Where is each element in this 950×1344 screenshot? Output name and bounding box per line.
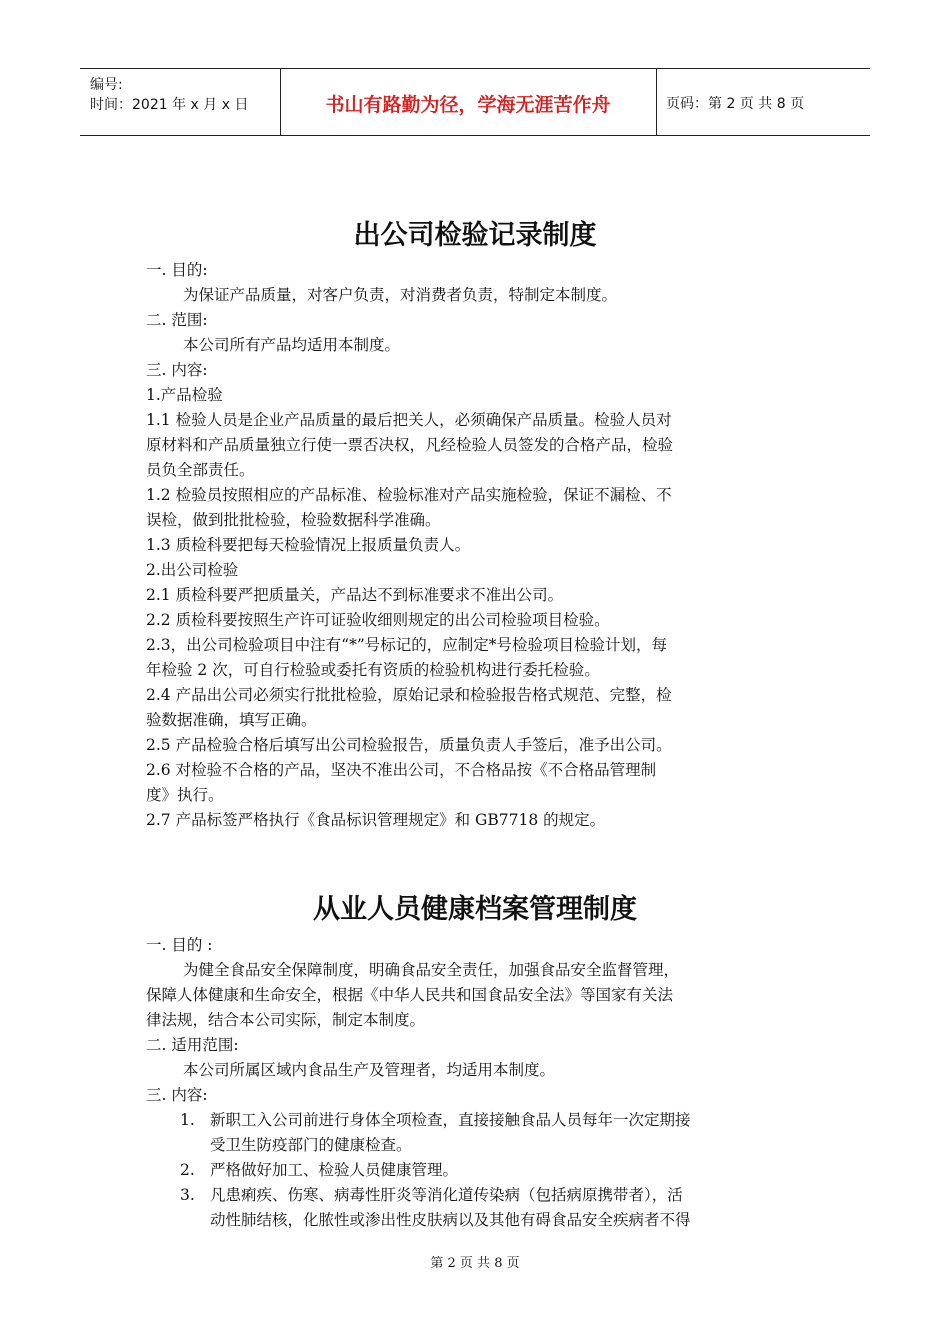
section2-line: 本公司所属区域内食品生产及管理者，均适用本制度。 [183, 1061, 556, 1079]
page-footer: 第 2 页 共 8 页 [430, 1256, 520, 1271]
section2-line: 二. 适用范围: [146, 1036, 239, 1054]
section1-line: 2.4 产品出公司必须实行批批检验，原始记录和检验报告格式规范、完整，检 [146, 686, 672, 704]
section1-line: 度》执行。 [146, 786, 224, 804]
section1-line: 二. 范围: [146, 311, 208, 329]
section1-line: 2.2 质检科要按照生产许可证验收细则规定的出公司检验项目检验。 [146, 611, 610, 629]
header-meta [90, 75, 248, 115]
header-divider [656, 69, 657, 135]
list-item-number: 2. [180, 1161, 195, 1179]
section1-line: 1.3 质检科要把每天检验情况上报质量负责人。 [146, 536, 471, 554]
section2-line: 律法规，结合本公司实际，制定本制度。 [146, 1011, 426, 1029]
list-item-text: 严格做好加工、检验人员健康管理。 [210, 1161, 459, 1179]
section1-line: 2.6 对检验不合格的产品，坚决不准出公司，不合格品按《不合格品管理制 [146, 761, 657, 779]
number-label: 编号: [90, 77, 123, 93]
section1-line: 2.出公司检验 [146, 561, 239, 579]
section1-line: 2.5 产品检验合格后填写出公司检验报告，质量负责人手签后，准予出公司。 [146, 736, 672, 754]
list-item-number: 1. [180, 1111, 195, 1129]
section1-line: 本公司所有产品均适用本制度。 [183, 336, 401, 354]
section1-line: 一. 目的: [146, 261, 208, 279]
section2-title: 从业人员健康档案管理制度 [313, 894, 637, 925]
header-page-label: 页码：第 2 页 共 8 页 [666, 96, 805, 112]
list-item-text: 受卫生防疫部门的健康检查。 [210, 1136, 412, 1154]
section1-line: 三. 内容: [146, 361, 208, 379]
list-item-text: 新职工入公司前进行身体全项检查，直接接触食品人员每年一次定期接 [210, 1111, 691, 1129]
list-item-number: 3. [180, 1186, 195, 1204]
header-motto: 书山有路勤为径，学海无涯苦作舟 [325, 93, 611, 116]
document-header [80, 68, 870, 136]
section2-line: 一. 目的 : [146, 936, 213, 954]
section1-line: 1.产品检验 [146, 386, 223, 404]
list-item-text: 动性肺结核，化脓性或渗出性皮肤病以及其他有碍食品安全疾病者不得 [210, 1211, 691, 1229]
section1-line: 2.3，出公司检验项目中注有“*”号标记的，应制定*号检验项目检验计划，每 [146, 636, 668, 654]
section1-line: 1.1 检验人员是企业产品质量的最后把关人，必须确保产品质量。检验人员对 [146, 411, 672, 429]
section1-line: 验数据准确，填写正确。 [146, 711, 317, 729]
list-item-text: 凡患痢疾、伤寒、病毒性肝炎等消化道传染病（包括病原携带者），活 [210, 1186, 683, 1204]
section1-line: 员负全部责任。 [146, 461, 255, 479]
section2-line: 三. 内容: [146, 1086, 208, 1104]
section1-line: 原材料和产品质量独立行使一票否决权，凡经检验人员签发的合格产品，检验 [146, 436, 674, 454]
section1-line: 误检，做到批批检验，检验数据科学准确。 [146, 511, 441, 529]
section1-title: 出公司检验记录制度 [353, 220, 597, 251]
section1-line: 为保证产品质量，对客户负责，对消费者负责，特制定本制度。 [183, 286, 618, 304]
time-label: 时间：2021 年 x 月 x 日 [90, 97, 249, 113]
section1-line: 年检验 2 次，可自行检验或委托有资质的检验机构进行委托检验。 [146, 661, 600, 679]
section2-line: 为健全食品安全保障制度，明确食品安全责任，加强食品安全监督管理， [183, 961, 680, 979]
section2-line: 保障人体健康和生命安全，根据《中华人民共和国食品安全法》等国家有关法 [146, 986, 674, 1004]
section1-line: 1.2 检验员按照相应的产品标准、检验标准对产品实施检验，保证不漏检、不 [146, 486, 672, 504]
section1-line: 2.1 质检科要严把质量关，产品达不到标准要求不准出公司。 [146, 586, 564, 604]
section1-line: 2.7 产品标签严格执行《食品标识管理规定》和 GB7718 的规定。 [146, 811, 606, 829]
